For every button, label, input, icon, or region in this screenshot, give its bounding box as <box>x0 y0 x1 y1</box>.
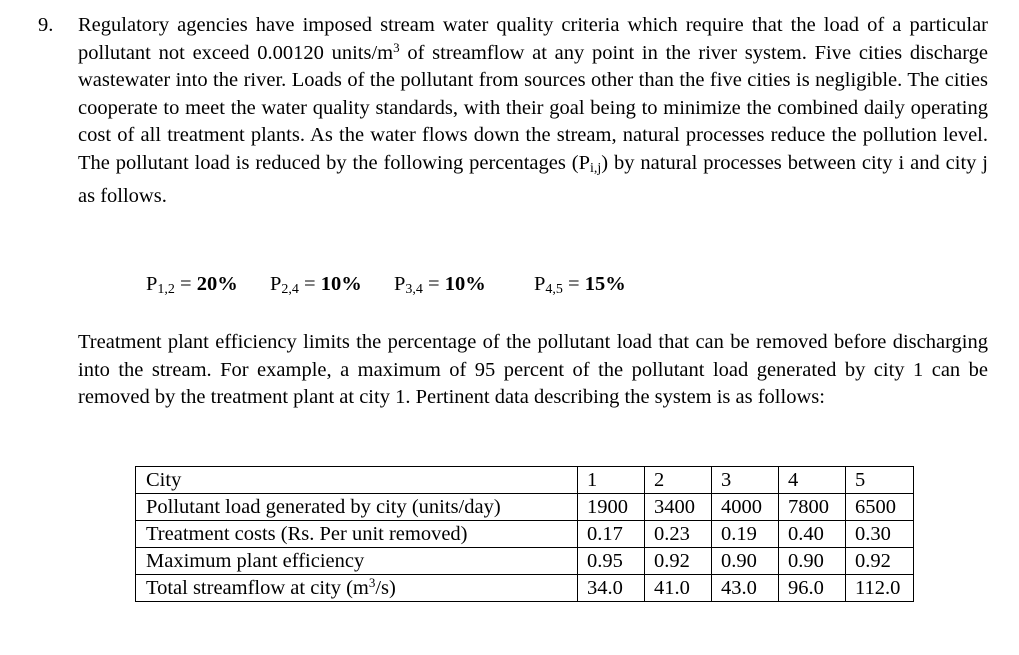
table-cell: 1 <box>578 467 645 494</box>
table-cell: 1900 <box>578 494 645 521</box>
table-cell: 112.0 <box>846 575 914 602</box>
table-cell: 0.40 <box>779 521 846 548</box>
table-cell: 5 <box>846 467 914 494</box>
percentage-p34: $P_{3,4} = 10\%$ <box>394 273 486 297</box>
table-row <box>136 521 914 548</box>
table-cell: 0.90 <box>779 548 846 575</box>
table-row <box>136 575 914 602</box>
table-cell: 3 <box>712 467 779 494</box>
efficiency-paragraph: Treatment plant efficiency limits the percentage of the pollutant load that can be removed before discharging into the stream. For example, a maximum of 95 percent of the pollutant load generated by city 1 can be removed by the treatment plant at city 1. Pertinent data describing the system is as follows: <box>78 331 988 409</box>
question-paragraph <box>78 12 988 210</box>
pij-subscript: i,j <box>589 160 602 176</box>
table-cell: 41.0 <box>645 575 712 602</box>
table-cell: 4000 <box>712 494 779 521</box>
question-number: 9. <box>38 14 54 36</box>
cubic-superscript: 3 <box>393 39 400 55</box>
row-label: Pollutant load generated by city (units/day) <box>136 494 578 521</box>
table-cell: 0.17 <box>578 521 645 548</box>
row-label: Treatment costs (Rs. Per unit removed) <box>136 521 578 548</box>
row-label: Total streamflow at city $(m^3/s)$ <box>136 575 578 602</box>
table-row <box>136 494 914 521</box>
table-cell: 43.0 <box>712 575 779 602</box>
table-cell: 6500 <box>846 494 914 521</box>
percentage-p12: $P_{1,2} = 20\%$ <box>146 273 238 297</box>
table-cell: 0.95 <box>578 548 645 575</box>
table-cell: 0.19 <box>712 521 779 548</box>
question-text-part-3: ) by natural processes between city i and city j as follows. <box>78 151 988 207</box>
table-cell: 2 <box>645 467 712 494</box>
table-row <box>136 467 914 494</box>
question-text-part-2: of streamflow at any point in the river system. Five cities discharge wastewater into the river. Loads of the pollutant from sources other than the five cities is negligible. The cities cooperate to meet the water quality standards, with their goal being to minimize the combined daily operating cost of all treatment plants. As the water flows down the stream, natural processes reduce the pollution level. The pollutant load is reduced by the following percentages (P <box>78 41 988 174</box>
table-cell: 7800 <box>779 494 846 521</box>
table-row <box>136 548 914 575</box>
percentage-p45: $P_{4,5} = 15\%$ <box>534 273 626 297</box>
table-cell: 3400 <box>645 494 712 521</box>
table-cell: 4 <box>779 467 846 494</box>
table-cell: 96.0 <box>779 575 846 602</box>
row-label: Maximum plant efficiency <box>136 548 578 575</box>
percentage-p24: $P_{2,4} = 10\%$ <box>270 273 362 297</box>
table-cell: 0.30 <box>846 521 914 548</box>
row-label: City <box>136 467 578 494</box>
table-cell: 0.23 <box>645 521 712 548</box>
table-cell: 0.92 <box>846 548 914 575</box>
table-cell: 34.0 <box>578 575 645 602</box>
question-text-part-1: Regulatory agencies have imposed stream water quality criteria which require that the load of a particular pollutant not exceed 0.00120 units/m <box>78 14 988 64</box>
table-cell: 0.90 <box>712 548 779 575</box>
table-cell: 0.92 <box>645 548 712 575</box>
city-data-table <box>135 466 914 602</box>
